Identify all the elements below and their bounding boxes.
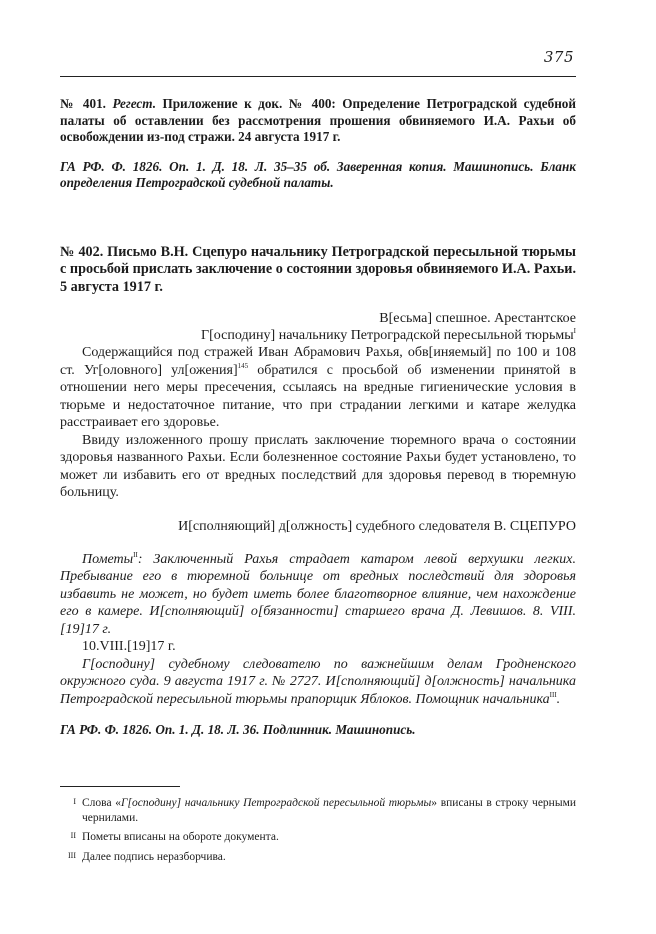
footnote-2-mark: II xyxy=(70,831,76,840)
footnote-2 xyxy=(60,830,576,845)
entry-401-archive: ГА РФ. Ф. 1826. Оп. 1. Д. 18. Л. 35–35 об. Заверенная копия. Машинопись. Бланк определения Петроградской судебной палаты. xyxy=(60,158,576,190)
footnote-1-text-b: » вписаны в строку черными чернилами. xyxy=(82,797,576,824)
footnote-1-mark: I xyxy=(73,797,76,806)
addressee-text: Г[осподину] начальнику Петроградской пересыльной тюрьмы xyxy=(201,328,574,343)
paragraph-1-part-b: обратился с просьбой об изменении принятой в отношении него меры пресечения, ссылаясь на вредные гигиенические условия в тюрьме и недостаточное питание, что при страдании легкими и катаре желудка расстраивает его здоровье. xyxy=(60,362,576,430)
notes-paragraph xyxy=(60,551,576,639)
footnote-ref-2[interactable]: II xyxy=(133,550,138,559)
footnotes xyxy=(60,796,576,869)
footnote-1-text-italic: Г[осподину] начальнику Петроградской пересыльной тюрьмы xyxy=(120,797,432,809)
notes-text: : Заключенный Рахья страдает катаром левой верхушки легких. Пребывание его в тюремной больнице от вредных последствий для здоровья избавить не может, но будет иметь более благотворное влияние, чем нахождение его в камере. И[сполняющий] о[бязанности] старшего врача Д. Левишов. 8. VIII. [19]17 г. xyxy=(60,551,576,637)
paragraph-1-part-a: Содержащийся под стражей Иван Абрамович Рахья, обв[иняемый] по 100 и 108 ст. Уг[оловного] ул[ожения] xyxy=(60,345,576,378)
letter-signature: И[сполняющий] д[олжность] судебного следователя В. СЦЕПУРО xyxy=(178,518,576,534)
footnote-3-mark: III xyxy=(68,850,76,860)
entry-402-title: № 402. Письмо В.Н. Сцепуро начальнику Петроградской пересыльной тюрьмы с просьбой прислать заключение о состоянии здоровья обвиняемого И.А. Рахьи. 5 августа 1917 г. xyxy=(60,243,576,295)
letter-paragraph-2: Ввиду изложенного прошу прислать заключение тюремного врача о состоянии здоровья названного Рахьи. Если болезненное состояние Рахьи будет установлено, то может ли избавить его от вредных последствий для здоровья перевод в тюремную больницу. xyxy=(60,432,576,500)
footnote-1-body xyxy=(82,797,576,824)
footnote-2-text: Пометы вписаны на обороте документа. xyxy=(82,831,279,843)
footnote-ref-3[interactable]: III xyxy=(549,690,557,699)
notes-label: Пометы xyxy=(82,551,134,567)
header-rule xyxy=(60,76,576,77)
footnote-1-text-a: Слова « xyxy=(82,797,121,809)
main-content xyxy=(60,96,576,739)
footnote-ref-145[interactable]: 145 xyxy=(237,361,249,370)
page-number: 375 xyxy=(543,48,574,66)
entry-402-urgency: В[есьма] спешное. Арестантское xyxy=(379,311,576,326)
footnote-rule xyxy=(60,786,180,787)
footnote-3 xyxy=(60,850,576,865)
forward-end: . xyxy=(556,691,561,707)
forward-paragraph xyxy=(60,656,576,709)
entry-401-number: № 401. xyxy=(60,96,106,111)
footnote-ref-1[interactable]: I xyxy=(573,327,576,335)
forward-text: Г[осподину] судебному следователю по важнейшим делам Гродненского окружного суда. 9 августа 1917 г. № 2727. И[сполняющий] д[олжность] начальника Петроградской пересыльной тюрьмы прапорщик Яблоков. Помощник начальника xyxy=(60,656,576,707)
letter-paragraph-1 xyxy=(60,344,576,432)
notes-date-line: 10.VIII.[19]17 г. xyxy=(82,639,176,654)
entry-402-addressee xyxy=(60,327,576,344)
entry-401-text: Приложение к док. № 400: Определение Петроградской судебной палаты об оставлении без рассмотрения прошения обвиняемого И.А. Рахьи об освобождении из-под стражи. 24 августа 1917 г. xyxy=(60,96,576,144)
footnote-1 xyxy=(60,796,576,825)
entry-401-regest-label: Регест. xyxy=(112,96,156,111)
footnote-3-text: Далее подпись неразборчива. xyxy=(82,850,226,863)
entry-402-archive: ГА РФ. Ф. 1826. Оп. 1. Д. 18. Л. 36. Подлинник. Машинопись. xyxy=(60,722,416,737)
entry-401-regest xyxy=(60,96,576,146)
